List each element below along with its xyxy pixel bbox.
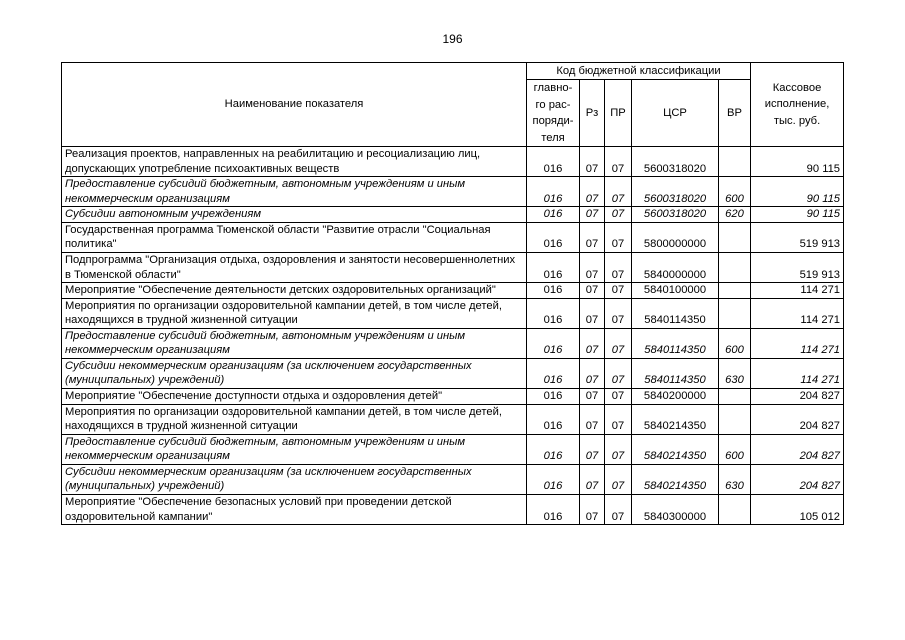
row-name: Субсидии автономным учреждениям [62, 207, 527, 223]
row-vr: 630 [719, 464, 751, 494]
row-name: Мероприятие "Обеспечение доступности отдыха и оздоровления детей" [62, 389, 527, 405]
row-csr: 5600318020 [632, 177, 719, 207]
row-vr [719, 252, 751, 282]
row-name: Мероприятия по организации оздоровительной кампании детей, в том числе детей, находящихся в трудной жизненной ситуации [62, 298, 527, 328]
table-row [62, 283, 844, 299]
row-rz: 07 [580, 434, 605, 464]
header-amount: Кассовое исполнение, тыс. руб. [751, 63, 844, 147]
row-csr: 5840300000 [632, 494, 719, 524]
row-vr [719, 494, 751, 524]
row-glavno: 016 [527, 177, 580, 207]
row-vr: 630 [719, 358, 751, 388]
header-budget-code: Код бюджетной классификации [527, 63, 751, 80]
row-csr: 5840200000 [632, 389, 719, 405]
row-vr: 620 [719, 207, 751, 223]
row-glavno: 016 [527, 404, 580, 434]
table-header [62, 63, 844, 147]
table-row [62, 147, 844, 177]
row-rz: 07 [580, 177, 605, 207]
header-vr: ВР [719, 80, 751, 147]
row-amount: 114 271 [751, 328, 844, 358]
row-rz: 07 [580, 147, 605, 177]
row-glavno: 016 [527, 222, 580, 252]
page-number: 196 [442, 32, 463, 46]
row-amount: 105 012 [751, 494, 844, 524]
row-vr [719, 222, 751, 252]
row-pr: 07 [605, 147, 632, 177]
row-rz: 07 [580, 207, 605, 223]
row-pr: 07 [605, 283, 632, 299]
row-pr: 07 [605, 298, 632, 328]
row-name: Мероприятие "Обеспечение безопасных условий при проведении детской оздоровительной кампании" [62, 494, 527, 524]
row-name: Субсидии некоммерческим организациям (за исключением государственных (муниципальных) учреждений) [62, 358, 527, 388]
row-pr: 07 [605, 328, 632, 358]
row-glavno: 016 [527, 464, 580, 494]
row-name: Подпрограмма "Организация отдыха, оздоровления и занятости несовершеннолетних в Тюменской области" [62, 252, 527, 282]
table-row [62, 328, 844, 358]
row-rz: 07 [580, 298, 605, 328]
row-csr: 5840114350 [632, 328, 719, 358]
row-pr: 07 [605, 434, 632, 464]
row-csr: 5840114350 [632, 358, 719, 388]
row-glavno: 016 [527, 283, 580, 299]
row-amount: 204 827 [751, 464, 844, 494]
row-name: Предоставление субсидий бюджетным, автономным учреждениям и иным некоммерческим организациям [62, 177, 527, 207]
header-rz: Рз [580, 80, 605, 147]
table-row [62, 358, 844, 388]
row-pr: 07 [605, 358, 632, 388]
row-pr: 07 [605, 464, 632, 494]
row-rz: 07 [580, 283, 605, 299]
row-vr: 600 [719, 434, 751, 464]
row-rz: 07 [580, 222, 605, 252]
table-row [62, 177, 844, 207]
header-name: Наименование показателя [62, 63, 527, 147]
row-name: Мероприятия по организации оздоровительной кампании детей, в том числе детей, находящихся в трудной жизненной ситуации [62, 404, 527, 434]
table-row [62, 207, 844, 223]
row-glavno: 016 [527, 252, 580, 282]
row-glavno: 016 [527, 389, 580, 405]
row-rz: 07 [580, 389, 605, 405]
row-csr: 5840214350 [632, 434, 719, 464]
row-glavno: 016 [527, 358, 580, 388]
table-row [62, 222, 844, 252]
row-csr: 5800000000 [632, 222, 719, 252]
row-amount: 519 913 [751, 252, 844, 282]
row-vr [719, 404, 751, 434]
row-glavno: 016 [527, 328, 580, 358]
row-csr: 5600318020 [632, 207, 719, 223]
header-glavno: главно-го рас-поряди-теля [527, 80, 580, 147]
row-vr [719, 389, 751, 405]
row-glavno: 016 [527, 147, 580, 177]
row-csr: 5840214350 [632, 404, 719, 434]
row-vr: 600 [719, 177, 751, 207]
row-amount: 114 271 [751, 358, 844, 388]
row-name: Субсидии некоммерческим организациям (за исключением государственных (муниципальных) учреждений) [62, 464, 527, 494]
row-pr: 07 [605, 222, 632, 252]
header-csr: ЦСР [632, 80, 719, 147]
row-rz: 07 [580, 252, 605, 282]
table-row [62, 464, 844, 494]
row-name: Предоставление субсидий бюджетным, автономным учреждениям и иным некоммерческим организациям [62, 434, 527, 464]
row-name: Мероприятие "Обеспечение деятельности детских оздоровительных организаций" [62, 283, 527, 299]
row-rz: 07 [580, 464, 605, 494]
row-pr: 07 [605, 252, 632, 282]
row-amount: 114 271 [751, 283, 844, 299]
row-glavno: 016 [527, 494, 580, 524]
row-vr [719, 283, 751, 299]
row-glavno: 016 [527, 207, 580, 223]
header-pr: ПР [605, 80, 632, 147]
row-rz: 07 [580, 404, 605, 434]
row-pr: 07 [605, 207, 632, 223]
row-csr: 5840000000 [632, 252, 719, 282]
row-amount: 519 913 [751, 222, 844, 252]
row-csr: 5600318020 [632, 147, 719, 177]
row-vr [719, 147, 751, 177]
table-row [62, 434, 844, 464]
table-row [62, 494, 844, 524]
row-amount: 114 271 [751, 298, 844, 328]
row-name: Государственная программа Тюменской области "Развитие отрасли "Социальная политика" [62, 222, 527, 252]
table-row [62, 389, 844, 405]
row-amount: 204 827 [751, 434, 844, 464]
row-name: Предоставление субсидий бюджетным, автономным учреждениям и иным некоммерческим организациям [62, 328, 527, 358]
table-row [62, 298, 844, 328]
table-body [62, 147, 844, 525]
row-rz: 07 [580, 494, 605, 524]
row-vr [719, 298, 751, 328]
row-csr: 5840100000 [632, 283, 719, 299]
budget-table [61, 62, 844, 525]
row-csr: 5840214350 [632, 464, 719, 494]
row-pr: 07 [605, 177, 632, 207]
row-glavno: 016 [527, 434, 580, 464]
row-amount: 90 115 [751, 177, 844, 207]
row-amount: 204 827 [751, 404, 844, 434]
row-amount: 90 115 [751, 207, 844, 223]
row-csr: 5840114350 [632, 298, 719, 328]
row-glavno: 016 [527, 298, 580, 328]
table-row [62, 404, 844, 434]
row-pr: 07 [605, 494, 632, 524]
table-row [62, 252, 844, 282]
row-vr: 600 [719, 328, 751, 358]
row-rz: 07 [580, 358, 605, 388]
row-name: Реализация проектов, направленных на реабилитацию и ресоциализацию лиц, допускающих употребление психоактивных веществ [62, 147, 527, 177]
row-pr: 07 [605, 389, 632, 405]
row-pr: 07 [605, 404, 632, 434]
row-amount: 204 827 [751, 389, 844, 405]
row-amount: 90 115 [751, 147, 844, 177]
row-rz: 07 [580, 328, 605, 358]
